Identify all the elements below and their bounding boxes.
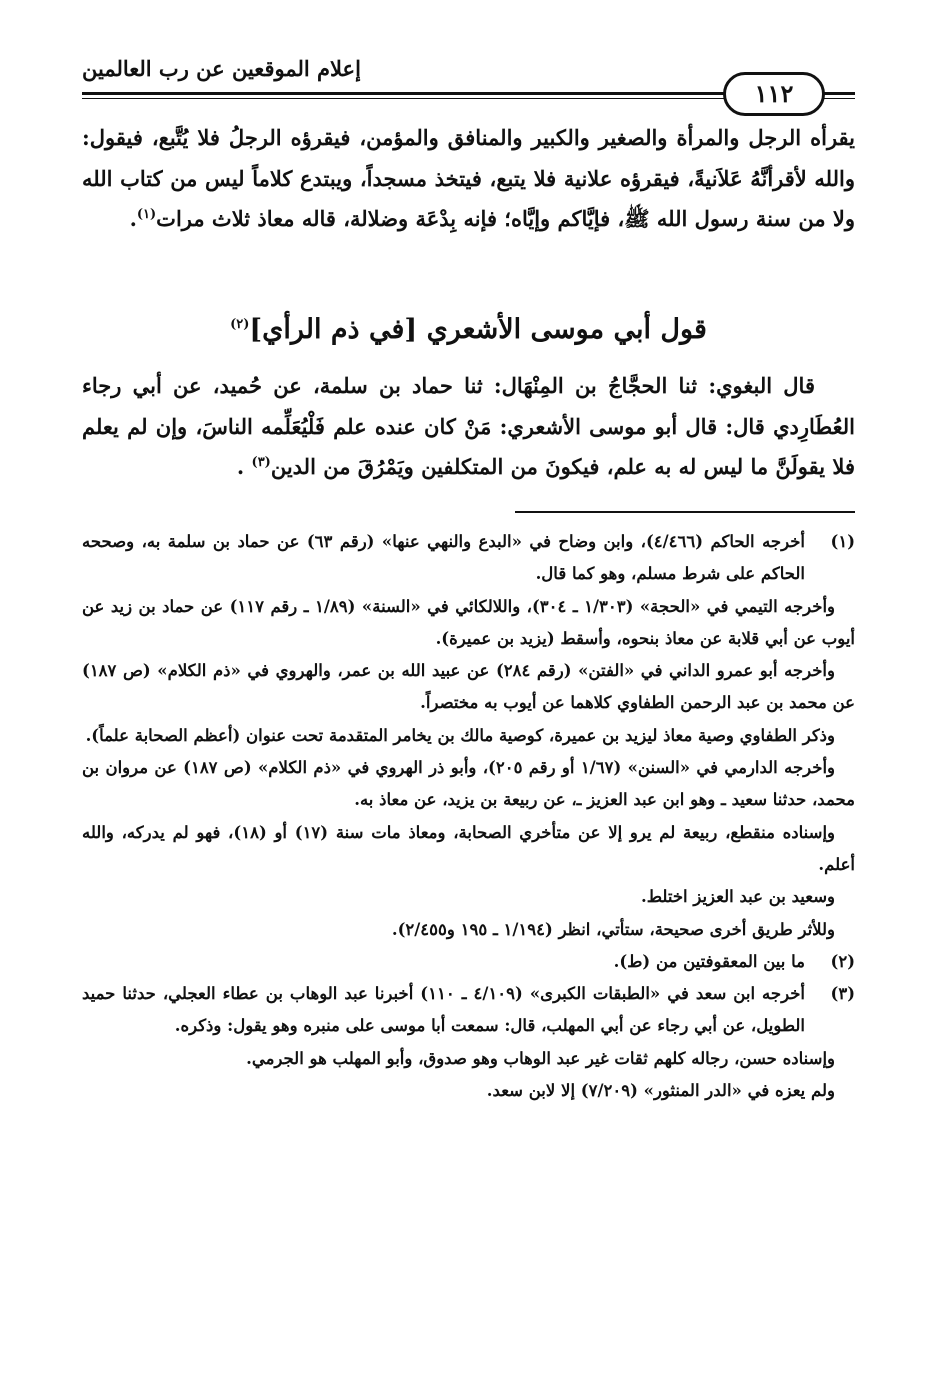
intro-text: يقرأه الرجل والمرأة والصغير والكبير والمنافق والمؤمن، فيقرؤه الرجلُ فلا يُتَّبع، فيقول: والله لأقرأنَّهُ عَلاَنيةً، فيقرؤه علانية فلا يتبع، فيتخذ مسجداً، ويبتدع كلاماً ليس من كتاب الله ولا من سنة رسول الله ﷺ، فإيَّاكم وإيَّاه؛ فإنه بِدْعَة وضلالة، قاله معاذ ثلاث مرات <box>82 125 855 231</box>
footnote-1 <box>82 526 855 591</box>
footnote-paragraph: ما بين المعقوفتين من (ط). <box>613 951 805 971</box>
footnote-2 <box>82 946 855 978</box>
footnotes <box>82 526 855 1107</box>
footnote-ref-3: (٣) <box>251 455 271 470</box>
section-heading <box>82 306 855 354</box>
quote-paragraph <box>82 366 855 488</box>
footnote-paragraph: أخرجه الحاكم (٤/٤٦٦)، وابن وضاح في «البدع والنهي عنها» (رقم ٦٣) عن حماد بن سلمة به، وصححه الحاكم على شرط مسلم، وهو كما قال. <box>82 532 806 584</box>
footnote-paragraph: وذكر الطفاوي وصية معاذ ليزيد بن عميرة، كوصية مالك بن يخامر المتقدمة تحت عنوان (أعظم الصحابة علماً). <box>85 725 835 745</box>
footnote-ref-2: (٢) <box>230 317 250 332</box>
footnote-paragraph: وللأثر طريق أخرى صحيحة، ستأتي، انظر (١/١٩٤ ـ ١٩٥ و٢/٤٥٥). <box>391 919 835 939</box>
footnote-paragraph: وأخرجه التيمي في «الحجة» (١/٣٠٣ ـ ٣٠٤)، واللالكائي في «السنة» (١/٨٩ ـ رقم ١١٧) عن حماد بن زيد عن أيوب عن أبي قلابة عن معاذ بنحوه، وأسقط (يزيد بن عميرة). <box>82 596 855 648</box>
footnote-number: (٢) <box>830 951 855 971</box>
footnote-3-cont <box>82 1043 855 1108</box>
footnote-divider <box>515 511 855 513</box>
footnote-paragraph: وأخرجه الدارمي في «السنن» (١/٦٧ أو رقم ٢٠٥)، وأبو ذر الهروي في «ذم الكلام» (ص ١٨٧) عن مروان بن محمد، حدثنا سعيد ـ وهو ابن عبد العزيز ـ، عن ربيعة بن يزيد، عن معاذ به. <box>82 758 855 810</box>
footnote-paragraph: وإسناده حسن، رجاله كلهم ثقات غير عبد الوهاب وهو صدوق، وأبو المهلب هو الجرمي. <box>246 1048 835 1068</box>
footnote-ref-1: (١) <box>136 207 157 222</box>
footnote-1-cont <box>82 591 855 946</box>
intro-end: . <box>129 206 137 231</box>
footnote-paragraph: ولم يعزه في «الدر المنثور» (٧/٢٠٩) إلا لابن سعد. <box>486 1081 835 1101</box>
footnote-number: (٣) <box>830 984 855 1004</box>
intro-paragraph <box>82 118 855 240</box>
footnote-number: (١) <box>830 532 855 551</box>
heading-text: قول أبي موسى الأشعري [في ذم الرأي] <box>249 314 707 345</box>
footnote-paragraph: أخرجه ابن سعد في «الطبقات الكبرى» (٤/١٠٩ ـ ١١٠) أخبرنا عبد الوهاب بن عطاء العجلي، حدثنا حميد الطويل، عن أبي رجاء عن أبي المهلب، قال: سمعت أبا موسى على منبره وهو يقول: وذكره. <box>82 984 805 1036</box>
quote-end: . <box>236 454 252 479</box>
running-title: إعلام الموقعين عن رب العالمين <box>82 56 361 81</box>
footnote-paragraph: وسعيد بن عبد العزيز اختلط. <box>640 887 835 907</box>
page-header <box>82 52 855 108</box>
quote-text: قال البغوي: ثنا الحجَّاجُ بن المِنْهَال: ثنا حماد بن سلمة، عن حُميد، عن أبي رجاء العُطَارِدي قال: قال أبو موسى الأشعري: مَنْ كان عنده علم فَلْيُعَلِّمه الناسَ، وإن لم يعلم فلا يقولَنَّ ما ليس له به علم، فيكونَ من المتكلفين ويَمْرُقَ من الدين <box>82 373 855 479</box>
page-number: ١١٢ <box>723 72 825 116</box>
footnote-paragraph: وأخرجه أبو عمرو الداني في «الفتن» (رقم ٢٨٤) عن عبيد الله بن عمر، والهروي في «ذم الكلام» (ص ١٨٧) عن محمد بن عبد الرحمن الطفاوي كلاهما عن أيوب به مختصراً. <box>82 661 855 713</box>
footnote-paragraph: وإسناده منقطع، ربيعة لم يرو إلا عن متأخري الصحابة، ومعاذ مات سنة (١٧) أو (١٨)، فهو لم يدركه، والله أعلم. <box>82 822 855 874</box>
footnote-3 <box>82 978 855 1043</box>
